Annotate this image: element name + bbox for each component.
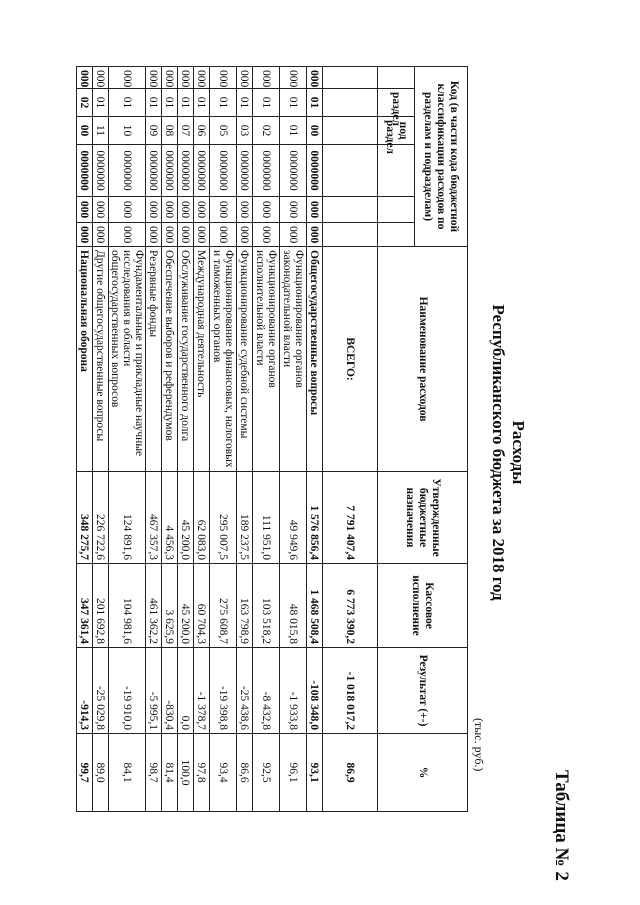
row-name: Обеспечение выборов и референдумов xyxy=(162,247,178,472)
code-col-5: 000 xyxy=(237,197,253,223)
code-col-6: 000 xyxy=(280,223,307,247)
row-name: Национальная оборона xyxy=(77,247,93,472)
code-col-razdel: 01 xyxy=(109,89,146,117)
code-col-podrazdel: 02 xyxy=(253,117,280,145)
row-percent: 86,6 xyxy=(237,734,253,812)
table-row xyxy=(77,67,93,812)
code-col-razdel: 01 xyxy=(237,89,253,117)
code-col-5: 000 xyxy=(77,197,93,223)
row-approved: 467 357,3 xyxy=(146,472,162,564)
expenditure-table xyxy=(76,66,468,812)
row-result: -19 910,0 xyxy=(109,648,146,734)
header-executed: Кассовое исполнение xyxy=(378,564,468,648)
total-executed: 6 773 390,2 xyxy=(323,564,378,648)
code-col-5: 000 xyxy=(178,197,194,223)
row-executed: 48 015,8 xyxy=(280,564,307,648)
row-percent: 84,1 xyxy=(109,734,146,812)
row-name: Функционирование финансовых, налоговых и таможенных органов xyxy=(210,247,237,472)
row-percent: 98,7 xyxy=(146,734,162,812)
row-approved: 348 275,7 xyxy=(77,472,93,564)
code-col-podrazdel: 01 xyxy=(280,117,307,145)
header-result: Результат (+-) xyxy=(378,648,468,734)
row-result: -1 933,8 xyxy=(280,648,307,734)
code-col-podrazdel: 08 xyxy=(162,117,178,145)
row-executed: 104 981,6 xyxy=(109,564,146,648)
code-col-5: 000 xyxy=(93,197,109,223)
code-col-4: 0000000 xyxy=(146,145,162,197)
code-col-6: 000 xyxy=(210,223,237,247)
row-percent: 97,8 xyxy=(194,734,210,812)
code-col-6: 000 xyxy=(178,223,194,247)
row-executed: 201 692,8 xyxy=(93,564,109,648)
code-col-6: 000 xyxy=(93,223,109,247)
row-percent: 93,4 xyxy=(210,734,237,812)
table-row xyxy=(253,67,280,812)
code-col-5: 000 xyxy=(210,197,237,223)
code-col-4: 0000000 xyxy=(178,145,194,197)
row-executed: 347 361,4 xyxy=(77,564,93,648)
header-razdel: раздел xyxy=(378,89,415,117)
code-col-6: 000 xyxy=(162,223,178,247)
code-col-podrazdel: 07 xyxy=(178,117,194,145)
code-col-6: 000 xyxy=(253,223,280,247)
code-col-5: 000 xyxy=(146,197,162,223)
row-approved: 111 951,0 xyxy=(253,472,280,564)
code-col-1: 000 xyxy=(178,67,194,89)
row-percent: 93,1 xyxy=(307,734,323,812)
row-result: -25 438,6 xyxy=(237,648,253,734)
row-name: Резервные фонды xyxy=(146,247,162,472)
row-approved: 124 891,6 xyxy=(109,472,146,564)
row-result: -108 348,0 xyxy=(307,648,323,734)
code-col-4: 0000000 xyxy=(162,145,178,197)
row-executed: 163 798,9 xyxy=(237,564,253,648)
row-executed: 1 468 508,4 xyxy=(307,564,323,648)
code-col-razdel: 01 xyxy=(307,89,323,117)
code-col-podrazdel: 03 xyxy=(237,117,253,145)
code-col-1: 000 xyxy=(210,67,237,89)
table-row xyxy=(162,67,178,812)
code-col-1: 000 xyxy=(77,67,93,89)
row-approved: 4 456,3 xyxy=(162,472,178,564)
code-col-4: 0000000 xyxy=(93,145,109,197)
table-row xyxy=(178,67,194,812)
code-col-podrazdel: 10 xyxy=(109,117,146,145)
row-approved: 189 237,5 xyxy=(237,472,253,564)
code-col-4: 0000000 xyxy=(253,145,280,197)
table-row xyxy=(109,67,146,812)
code-col-podrazdel: 09 xyxy=(146,117,162,145)
row-result: -830,4 xyxy=(162,648,178,734)
row-percent: 92,5 xyxy=(253,734,280,812)
row-executed: 60 704,3 xyxy=(194,564,210,648)
header-name: Наименование расходов xyxy=(378,247,468,472)
code-col-5: 000 xyxy=(162,197,178,223)
total-approved: 7 791 407,4 xyxy=(323,472,378,564)
code-col-1: 000 xyxy=(237,67,253,89)
header-blank xyxy=(378,197,415,223)
code-col-4: 0000000 xyxy=(280,145,307,197)
row-name: Международная деятельность xyxy=(194,247,210,472)
row-name: Функционирование органов законодательной власти xyxy=(280,247,307,472)
code-col-podrazdel: 11 xyxy=(93,117,109,145)
row-percent: 81,4 xyxy=(162,734,178,812)
code-col-podrazdel: 06 xyxy=(194,117,210,145)
code-col-razdel: 01 xyxy=(210,89,237,117)
total-percent: 86,9 xyxy=(323,734,378,812)
code-col-razdel: 01 xyxy=(162,89,178,117)
code-col-1: 000 xyxy=(109,67,146,89)
code-col-6: 000 xyxy=(237,223,253,247)
row-name: Фундаментальные и прикладные научные исследования в области общегосударственных вопросов xyxy=(109,247,146,472)
code-col-razdel: 01 xyxy=(178,89,194,117)
code-col-razdel: 01 xyxy=(253,89,280,117)
code-col-5: 000 xyxy=(280,197,307,223)
code-col-6: 000 xyxy=(194,223,210,247)
code-col-1: 000 xyxy=(146,67,162,89)
code-col-6: 000 xyxy=(109,223,146,247)
code-col-1: 000 xyxy=(280,67,307,89)
row-percent: 89,0 xyxy=(93,734,109,812)
code-col-6: 000 xyxy=(77,223,93,247)
document-title: Расходы xyxy=(509,420,528,485)
row-executed: 45 200,0 xyxy=(178,564,194,648)
code-col-4: 0000000 xyxy=(237,145,253,197)
table-row xyxy=(237,67,253,812)
code-col-5: 000 xyxy=(109,197,146,223)
row-name: Общегосударственные вопросы xyxy=(307,247,323,472)
header-percent: % xyxy=(378,734,468,812)
table-row xyxy=(210,67,237,812)
table-row xyxy=(146,67,162,812)
code-col-razdel: 01 xyxy=(194,89,210,117)
table-row xyxy=(93,67,109,812)
row-result: -8 432,8 xyxy=(253,648,280,734)
total-row xyxy=(323,67,378,812)
header-blank xyxy=(378,67,415,89)
row-result: -1 378,7 xyxy=(194,648,210,734)
code-col-6: 000 xyxy=(146,223,162,247)
code-col-podrazdel: 00 xyxy=(307,117,323,145)
header-podrazdel: под раздел xyxy=(378,117,415,145)
row-name: Обслуживание государственного долга xyxy=(178,247,194,472)
code-col-5: 000 xyxy=(253,197,280,223)
total-label: ВСЕГО: xyxy=(323,247,378,472)
row-approved: 295 007,5 xyxy=(210,472,237,564)
document-subtitle: Республиканского бюджета за 2018 год xyxy=(489,304,508,601)
code-col-1: 000 xyxy=(93,67,109,89)
code-col-5: 000 xyxy=(307,197,323,223)
row-percent: 100,0 xyxy=(178,734,194,812)
table-row xyxy=(280,67,307,812)
row-approved: 45 200,0 xyxy=(178,472,194,564)
row-result: 0,0 xyxy=(178,648,194,734)
code-col-1: 000 xyxy=(194,67,210,89)
row-percent: 99,7 xyxy=(77,734,93,812)
row-approved: 1 576 856,4 xyxy=(307,472,323,564)
row-result: -5 995,1 xyxy=(146,648,162,734)
row-executed: 461 362,2 xyxy=(146,564,162,648)
row-approved: 226 722,6 xyxy=(93,472,109,564)
row-result: -25 029,8 xyxy=(93,648,109,734)
row-name: Функционирование судебной системы xyxy=(237,247,253,472)
row-percent: 96,1 xyxy=(280,734,307,812)
code-col-6: 000 xyxy=(307,223,323,247)
row-result: -914,3 xyxy=(77,648,93,734)
total-result: -1 018 017,2 xyxy=(323,648,378,734)
row-executed: 275 608,7 xyxy=(210,564,237,648)
row-executed: 3 625,9 xyxy=(162,564,178,648)
code-col-razdel: 01 xyxy=(280,89,307,117)
table-row xyxy=(307,67,323,812)
code-col-4: 0000000 xyxy=(210,145,237,197)
header-approved: Утвержденные бюджетные назначения xyxy=(378,472,468,564)
row-approved: 49 949,6 xyxy=(280,472,307,564)
code-col-1: 000 xyxy=(253,67,280,89)
code-col-razdel: 02 xyxy=(77,89,93,117)
table-number: Таблица № 2 xyxy=(551,770,572,881)
header-blank xyxy=(378,223,415,247)
code-col-1: 000 xyxy=(162,67,178,89)
unit-note: (тыс. руб.) xyxy=(472,718,486,772)
code-col-4: 0000000 xyxy=(109,145,146,197)
code-col-razdel: 01 xyxy=(93,89,109,117)
row-result: -19 398,8 xyxy=(210,648,237,734)
code-col-razdel: 01 xyxy=(146,89,162,117)
code-col-podrazdel: 05 xyxy=(210,117,237,145)
row-approved: 62 083,0 xyxy=(194,472,210,564)
row-name: Другие общегосударственные вопросы xyxy=(93,247,109,472)
code-col-4: 0000000 xyxy=(194,145,210,197)
row-name: Функционирование органов исполнительной власти xyxy=(253,247,280,472)
table-row xyxy=(194,67,210,812)
header-code: Код (в части кода бюджетной классификации расходов по разделам и подразделам) xyxy=(415,67,468,247)
row-executed: 103 518,2 xyxy=(253,564,280,648)
code-col-1: 000 xyxy=(307,67,323,89)
code-col-5: 000 xyxy=(194,197,210,223)
code-col-4: 0000000 xyxy=(307,145,323,197)
code-col-podrazdel: 00 xyxy=(77,117,93,145)
code-col-4: 0000000 xyxy=(77,145,93,197)
